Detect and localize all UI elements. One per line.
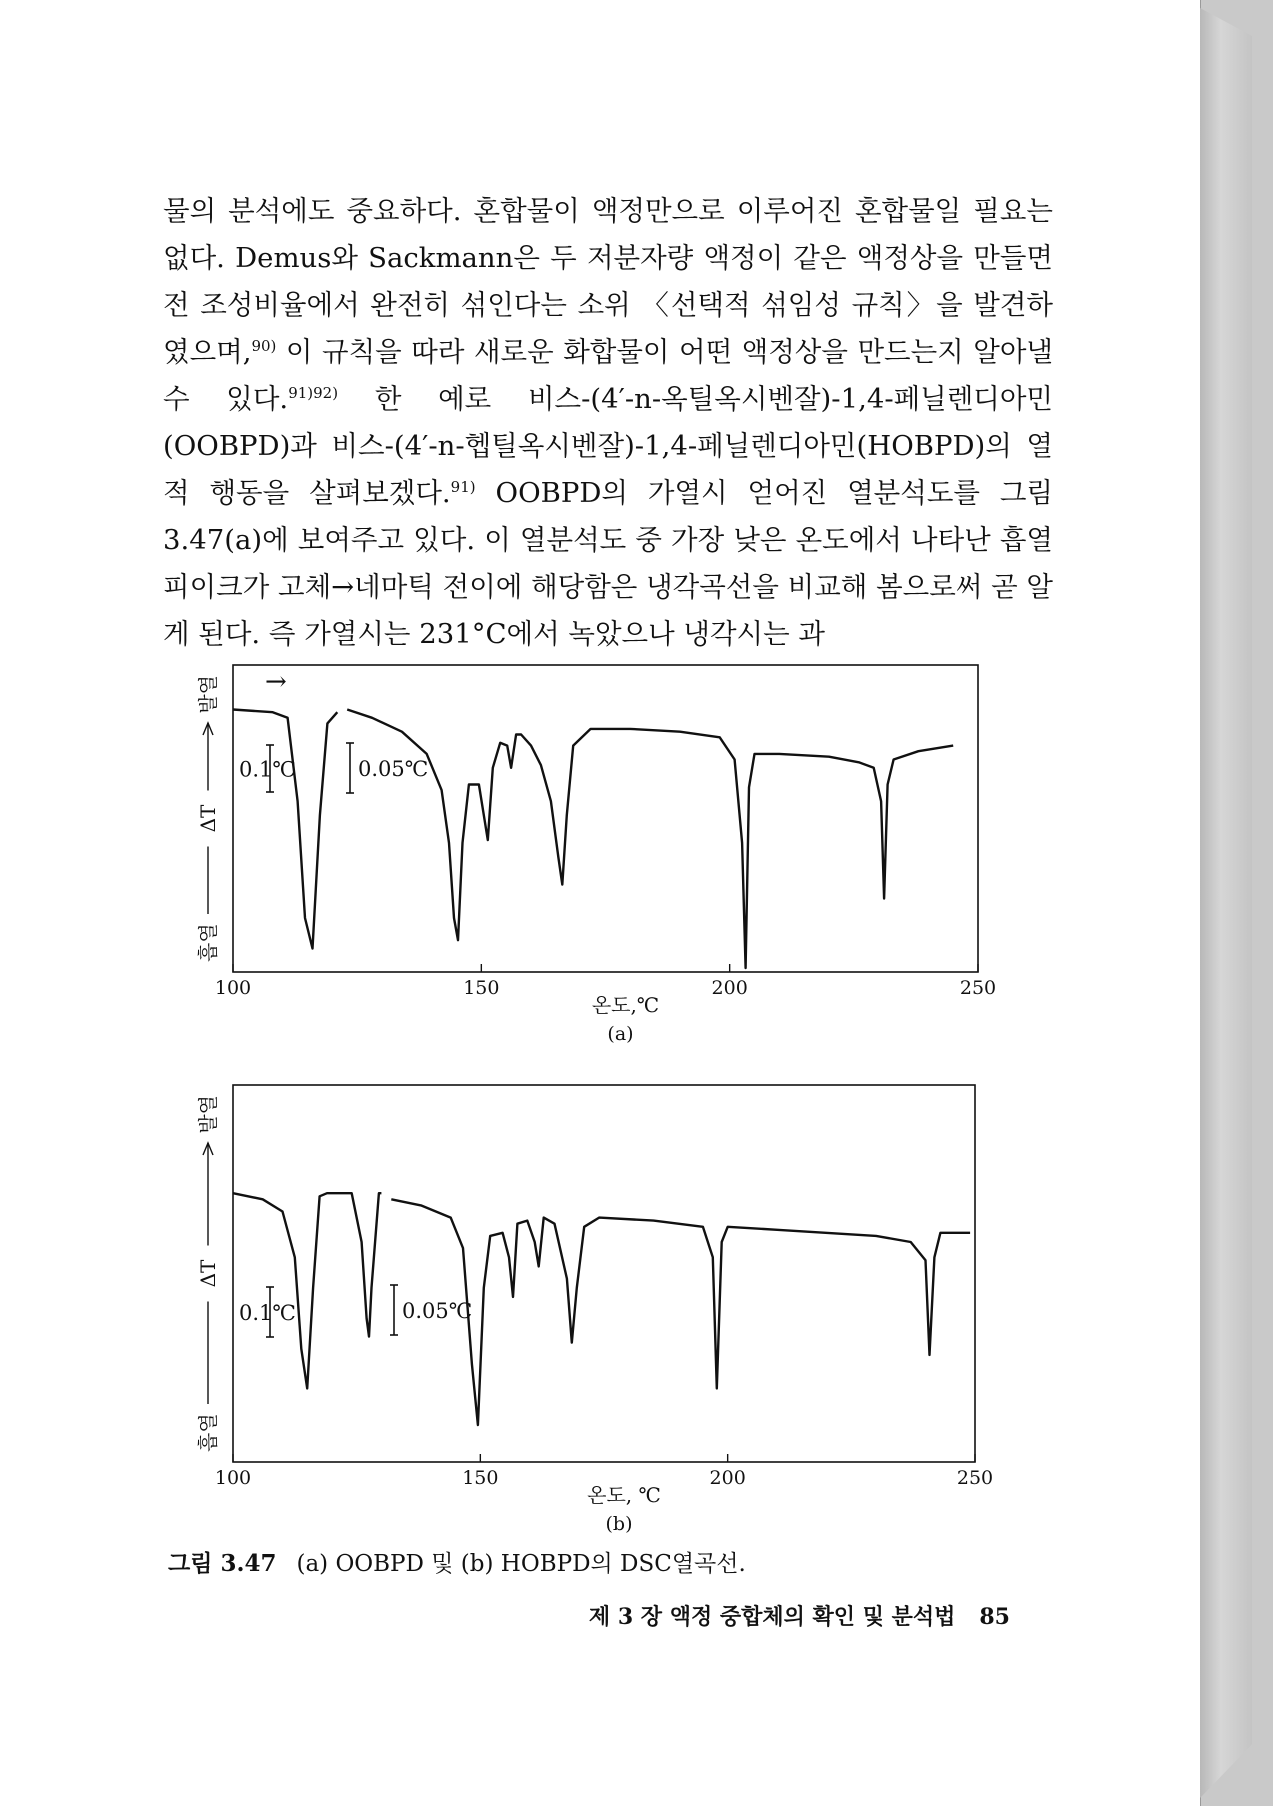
dsc-curve-segment-1 [233, 710, 337, 949]
page-number: 85 [979, 1604, 1010, 1630]
caption-text: (a) OOBPD 및 (b) HOBPD의 DSC열곡선. [296, 1551, 746, 1577]
dsc-curve-segment-1 [233, 1193, 381, 1388]
dsc-chart-b [0, 1040, 1200, 1535]
text-part-2: 이 규칙을 따라 새로운 화합물이 어떤 액정상을 만드는지 알아낼 수 있다. [163, 336, 1053, 415]
heating-direction-arrow: → [265, 667, 287, 697]
x-tick-label: 100 [214, 977, 252, 999]
y-label-delta-t: ΔT [196, 804, 220, 833]
figure-a [0, 610, 1200, 1045]
text-part-3: 한 예로 비스-(4′-n-옥틸옥시벤잘)-1,4-페닐렌디아민(OOBPD)과 비스-(4′-n-헵틸옥시벤잘)-1,4-페닐렌디아민(HOBPD)의 열적 행동을 살펴보겠다. [163, 383, 1053, 509]
figure-b [0, 1040, 1200, 1535]
x-axis-label: 온도,℃ [591, 993, 660, 1017]
x-tick-label: 150 [463, 977, 500, 999]
y-label-exothermic: 발열 [196, 1095, 220, 1134]
x-tick-label: 250 [956, 1467, 994, 1489]
body-paragraph [163, 188, 1053, 658]
figure-caption [168, 1545, 1068, 1578]
y-label-delta-t: ΔT [196, 1259, 220, 1288]
reference-91-92: 91)92) [288, 383, 339, 402]
page-edge [1200, 8, 1252, 1798]
plot-frame [233, 1085, 975, 1462]
panel-label: (b) [605, 1513, 633, 1535]
dsc-chart-a [0, 610, 1200, 1045]
scale-bar-label-0-05: 0.05℃ [402, 1299, 473, 1323]
x-tick-label: 250 [959, 977, 997, 999]
panel-label: (a) [607, 1023, 634, 1045]
text-part-1: 물의 분석에도 중요하다. 혼합물이 액정만으로 이루어진 혼합물일 필요는 없다. Demus와 Sackmann은 두 저분자량 액정이 같은 액정상을 만들면 전 조성비율에서 완전히 섞인다는 소위 〈선택적 섞임성 규칙〉을 발견하였으며, [163, 195, 1053, 368]
page-footer [530, 1600, 1010, 1631]
y-axis-label [196, 675, 220, 962]
reference-91: 91) [450, 477, 476, 496]
reference-90: 90) [251, 336, 277, 355]
dsc-curve-segment-2 [391, 1199, 970, 1425]
plot-frame [233, 665, 978, 972]
chapter-title: 제 3 장 액정 중합체의 확인 및 분석법 [588, 1604, 956, 1630]
y-label-endothermic: 흡열 [196, 923, 220, 962]
text-part-4: OOBPD의 가열시 얻어진 열분석도를 그림 3.47(a)에 보여주고 있다. 이 열분석도 중 가장 낮은 온도에서 나타난 흡열피이크가 고체→네마틱 전이에 해당함은 냉각곡선을 비교해 봄으로써 곧 알게 된다. 즉 가열시는 231°C에서 녹았으나 냉각시는 과 [163, 477, 1053, 650]
y-label-exothermic: 발열 [196, 675, 220, 714]
x-axis-label: 온도, ℃ [587, 1483, 661, 1507]
x-tick-label: 200 [709, 1467, 746, 1489]
x-tick-label: 200 [711, 977, 748, 999]
x-tick-label: 150 [462, 1467, 499, 1489]
scale-bar-label-0-1: 0.1℃ [239, 1301, 296, 1325]
scale-bar-label-0-05: 0.05℃ [358, 757, 429, 781]
y-label-endothermic: 흡열 [196, 1413, 220, 1452]
dsc-curve-segment-2 [347, 710, 953, 969]
scale-bar-label-0-1: 0.1℃ [239, 757, 296, 782]
y-axis-label [196, 1095, 220, 1452]
body-text [163, 188, 1053, 658]
x-tick-label: 100 [214, 1467, 252, 1489]
caption-label: 그림 3.47 [168, 1550, 277, 1577]
